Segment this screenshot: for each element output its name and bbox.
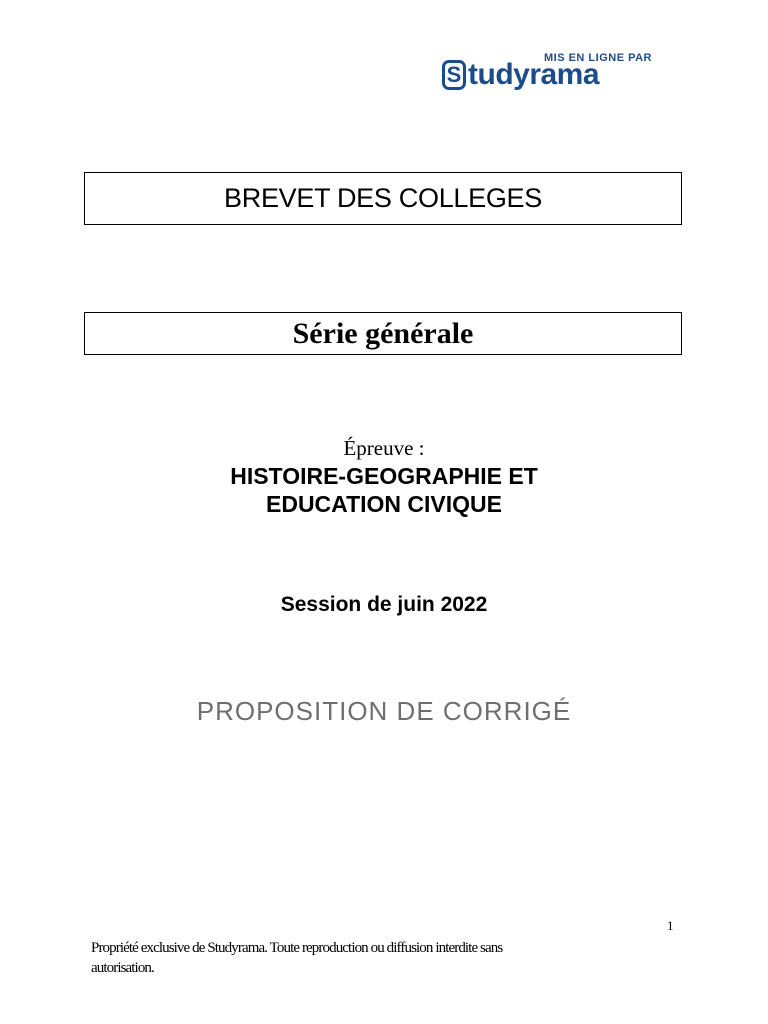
serie-box (84, 312, 682, 355)
footer-line-1: Propriété exclusive de Studyrama. Toute reproduction ou diffusion interdite sans (91, 940, 503, 956)
studyrama-logo (442, 52, 654, 94)
subject-line-1: HISTOIRE-GEOGRAPHIE ET (230, 463, 538, 489)
footer-line-2: autorisation. (91, 960, 154, 976)
session-date: Session de juin 2022 (280, 593, 488, 616)
serie-title: Série générale (292, 316, 474, 350)
subject-title (0, 462, 768, 518)
page-number: 1 (667, 918, 674, 933)
exam-title-box (84, 172, 682, 225)
epreuve-label: Épreuve : (343, 436, 425, 460)
logo-initial: S (442, 60, 466, 90)
subject-line-2: EDUCATION CIVIQUE (266, 491, 502, 517)
logo-word: tudyrama (468, 58, 600, 91)
logo-tagline: MIS EN LIGNE PAR (543, 52, 652, 64)
exam-title: BREVET DES COLLEGES (224, 183, 542, 213)
copyright-footer (91, 938, 651, 978)
proposition-heading: PROPOSITION DE CORRIGÉ (196, 696, 572, 726)
logo-wordmark (442, 60, 654, 90)
